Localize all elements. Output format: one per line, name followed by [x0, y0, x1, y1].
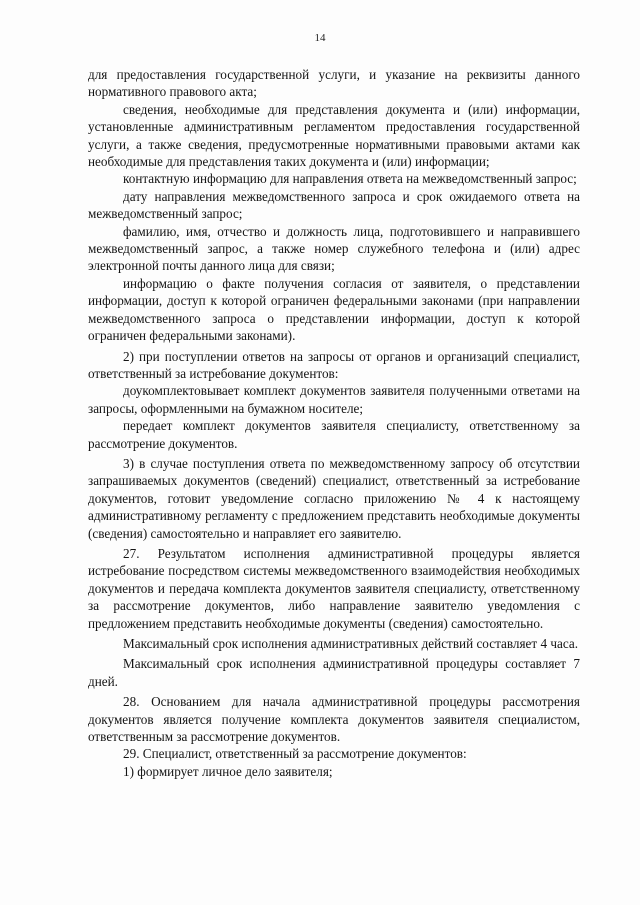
paragraph: 1) формирует личное дело заявителя;	[123, 763, 333, 779]
page-number: 14	[314, 32, 326, 44]
paragraph: 28. Основанием для начала административной процедуры рассмотрения документов является получение комплекта документов заявителя специалистом, ответственным за рассмотрение документов.	[88, 694, 580, 745]
paragraph: Максимальный срок исполнения административных действий составляет 4 часа.	[123, 636, 579, 651]
document-body	[88, 66, 580, 780]
paragraph: 29. Специалист, ответственный за рассмотрение документов:	[123, 746, 467, 762]
paragraph: информацию о факте получения согласия от заявителя, о представлении информации, доступ к которой ограничен федеральными законами (при направлении межведомственного запроса о представлении информации, доступ к которой ограничен федеральными законами).	[88, 275, 580, 344]
paragraph: фамилию, имя, отчество и должность лица, подготовившего и направившего межведомственный запрос, а также номер служебного телефона и (или) адрес электронной почты данного лица для связи;	[88, 223, 580, 274]
paragraph: передает комплект документов заявителя специалисту, ответственному за рассмотрение документов.	[88, 418, 580, 451]
paragraph: доукомплектовывает комплект документов заявителя полученными ответами на запросы, оформленными на бумажном носителе;	[88, 383, 580, 416]
paragraph: 2) при поступлении ответов на запросы от органов и организаций специалист, ответственный за истребование документов:	[88, 348, 580, 381]
paragraph: дату направления межведомственного запроса и срок ожидаемого ответа на межведомственный запрос;	[88, 188, 580, 222]
paragraph: Максимальный срок исполнения административной процедуры составляет 7 дней.	[88, 656, 580, 689]
paragraph: сведения, необходимые для представления документа и (или) информации, установленные административным регламентом предоставления государственной услуги, а также сведения, предусмотренные нормативными правовыми актами как необходимые для представления таких документа и (или) информации;	[88, 101, 580, 170]
paragraph: 27. Результатом исполнения административной процедуры является истребование посредством системы межведомственного взаимодействия необходимых документов и передача комплекта документов заявителя специалисту, ответственному за рассмотрение документов, либо направление заявителю уведомления с предложением представить необходимые документы (сведения) самостоятельно.	[88, 545, 580, 631]
paragraph: для предоставления государственной услуги, и указание на реквизиты данного нормативного правового акта;	[88, 67, 580, 100]
paragraph: 3) в случае поступления ответа по межведомственному запросу об отсутствии запрашиваемых документов (сведений) специалист, ответственный за истребование документов, готовит уведомление согласно приложению № 4 к настоящему административному регламенту с предложением представить необходимые документы (сведения) самостоятельно и направляет его заявителю.	[88, 455, 580, 541]
paragraph: контактную информацию для направления ответа на межведомственный запрос;	[123, 171, 577, 187]
